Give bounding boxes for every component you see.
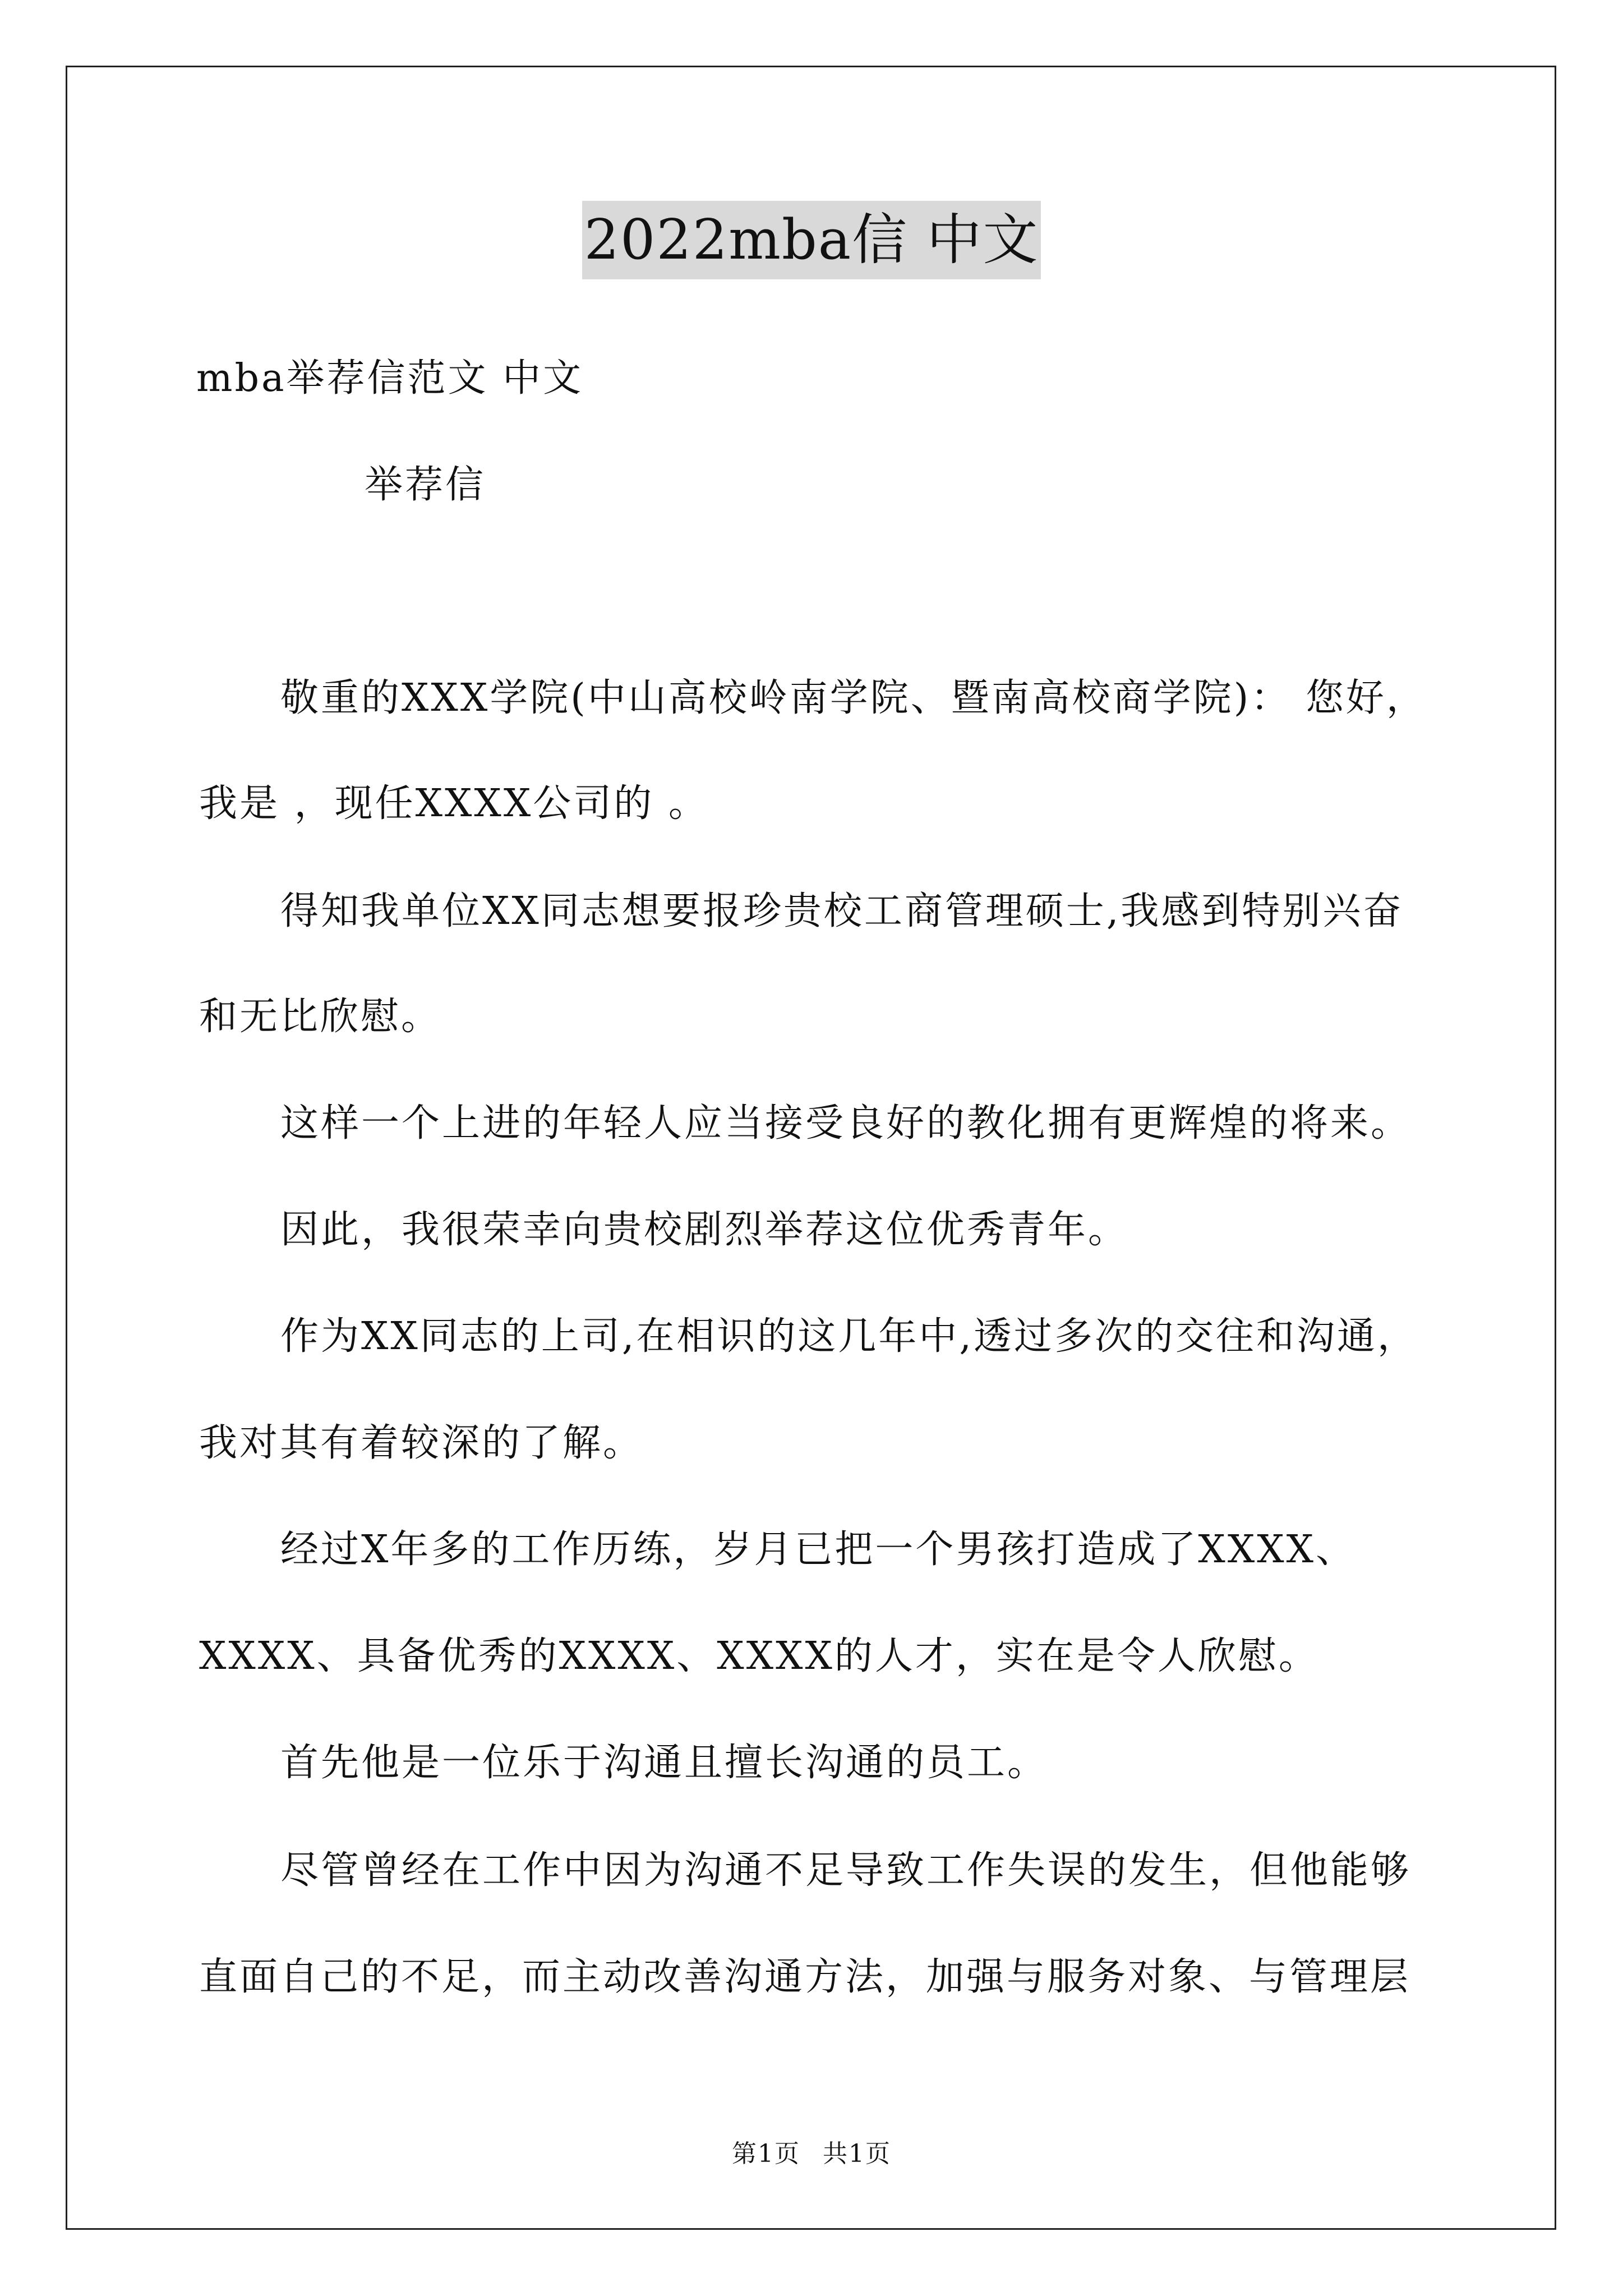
body-line: 和无比欣慰。 — [199, 995, 442, 1039]
body-line: 直面自己的不足，而主动改善沟通方法，加强与服务对象、与管理层 — [199, 1955, 1411, 1999]
letter-heading: 举荐信 — [365, 463, 486, 507]
body-line: 因此，我很荣幸向贵校剧烈举荐这位优秀青年。 — [280, 1208, 1129, 1252]
body-line: 经过X年多的工作历练，岁月已把一个男孩打造成了XXXX、 — [280, 1527, 1357, 1572]
document-subtitle: mba举荐信范文 中文 — [196, 356, 584, 401]
document-title: 2022mba信 中文 — [582, 201, 1041, 279]
body-line: XXXX、具备优秀的XXXX、XXXX的人才，实在是令人欣慰。 — [199, 1634, 1319, 1678]
body-line: 我是 ，现任XXXX公司的 。 — [199, 781, 709, 826]
body-line: 我对其有着较深的了解。 — [199, 1421, 644, 1465]
body-line: 敬重的XXX学院(中山高校岭南学院、暨南高校商学院)： 您好， — [280, 676, 1427, 720]
body-line: 这样一个上进的年轻人应当接受良好的教化拥有更辉煌的将来。 — [280, 1101, 1412, 1145]
page-total: 共1页 — [823, 2139, 891, 2168]
body-line: 得知我单位XX同志想要报珍贵校工商管理硕士,我感到特别兴奋 — [280, 889, 1404, 933]
body-line: 作为XX同志的上司,在相识的这几年中,透过多次的交往和沟通， — [280, 1314, 1418, 1359]
page-number: 第1页 — [732, 2139, 800, 2168]
page-footer — [0, 2137, 1623, 2171]
body-line: 首先他是一位乐于沟通且擅长沟通的员工。 — [280, 1741, 1048, 1785]
body-line: 尽管曾经在工作中因为沟通不足导致工作失误的发生，但他能够 — [280, 1848, 1412, 1893]
title-container — [0, 201, 1623, 279]
